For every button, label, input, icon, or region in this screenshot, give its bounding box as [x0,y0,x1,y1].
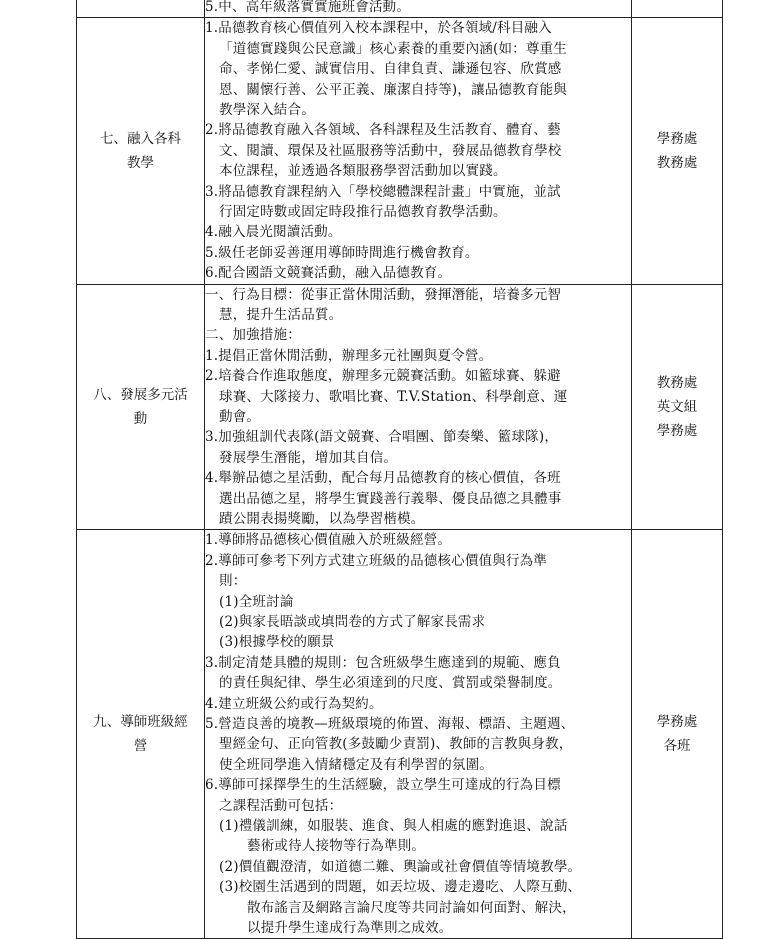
content-line: 4.融入晨光閱讀活動。 [205,224,342,241]
item-label: 九、導師班級經 [93,714,188,731]
plan-table-body [77,0,723,939]
unit-cell [632,0,723,18]
content-line: 以提升學生達成行為準則之成效。 [247,919,453,936]
unit-label: 教務處 [656,154,698,171]
content-line: 5.營造良善的境教—班級環境的佈置、海報、標語、主題週、 [205,715,575,732]
content-line: (1)禮儀訓練，如服裝、進食、與人相處的應對進退、說話 [219,817,568,834]
plan-row [77,530,723,939]
content-line: 1.品德教育核心價值列入校本課程中，於各領域/科目融入 [205,20,552,37]
content-line: 4.舉辦品德之星活動，配合每月品德教育的核心價值，各班 [205,470,561,487]
content-line: 選出品德之星，將學生實踐善行義舉、優良品德之具體事 [219,490,562,507]
content-line: 命、孝悌仁愛、誠實信用、自律負責、謙遜包容、欣賞感 [219,61,562,78]
item-cell [77,530,205,939]
item-label: 八、發展多元活 [93,386,188,403]
content-line: 文、閱讀、環保及社區服務等活動中，發展品德教育學校 [219,142,562,159]
content-line: 3.將品德教育課程納入「學校總體課程計畫」中實施，並試 [205,183,561,200]
content-line: 動會。 [219,408,261,425]
content-line: 3.加強組訓代表隊(語文競賽、合唱團、節奏樂、籃球隊)， [205,429,559,446]
item-cell [77,18,205,284]
content-cell [205,0,632,18]
content-line: 2.導師可參考下列方式建立班級的品德核心價值與行為準 [205,552,548,569]
content-line: (3)根據學校的願景 [219,634,335,651]
content-line: 5.級任老師妥善運用導師時間進行機會教育。 [205,244,479,261]
content-line: 行固定時數或固定時段推行品德教育教學活動。 [219,203,507,220]
content-line: 1.提倡正當休閒活動，辦理多元社團與夏令營。 [205,347,493,364]
unit-label: 教務處 [656,374,698,391]
content-line: 的責任與紀律、學生必須達到的尺度、賞罰或榮譽制度。 [219,675,562,692]
content-line: 2.培養合作進取態度，辦理多元競賽活動。如籃球賽、躲避 [205,368,561,385]
content-line: 之課程活動可包括： [219,797,343,814]
item-label: 動 [133,410,148,427]
content-line: 5.中、高年級落實實施班會活動。 [205,0,411,15]
content-line: 發展學生潛能，增加其自信。 [219,449,398,466]
content-cell [205,18,632,284]
unit-cell [632,18,723,284]
plan-row [77,18,723,284]
unit-label: 學務處 [656,714,698,731]
content-line: 二、加強措施： [205,327,301,344]
unit-label: 學務處 [656,422,698,439]
unit-label: 英文組 [656,398,698,415]
content-line: 藝術或待人接物等行為準則。 [247,838,426,855]
unit-label: 學務處 [656,130,698,147]
content-line: 使全班同學進入情緒穩定及有利學習的氛圍。 [219,756,493,773]
plan-row [77,0,723,18]
content-line: 聖經金句、正向管教(多鼓勵少責罰)、教師的言教與身教， [219,736,573,753]
plan-table [76,0,723,939]
unit-cell [632,530,723,939]
content-line: 3.制定清楚具體的規則：包含班級學生應達到的規範、應負 [205,654,561,671]
item-label: 營 [133,738,148,755]
unit-label: 各班 [663,738,691,755]
content-line: 「道德實踐與公民意識」核心素養的重要內涵(如：尊重生 [219,40,567,57]
content-line: 教學深入結合。 [219,102,315,118]
item-label: 七、融入各科 [100,130,181,147]
content-line: 慧，提升生活品質。 [219,307,343,324]
content-line: (1)全班討論 [219,593,294,610]
item-label: 教學 [127,154,154,171]
content-line: 6.導師可採擇學生的生活經驗，設立學生可達成的行為目標 [205,777,561,794]
content-line: 散布謠言及網路言論尺度等共同討論如何面對、解決， [247,899,576,916]
content-line: 則： [219,573,247,590]
content-line: (3)校園生活遇到的問題，如丟垃圾、邊走邊吃、人際互動、 [219,879,582,896]
content-line: 一、行為目標：從事正當休閒活動，發揮潛能，培養多元智 [205,286,562,303]
content-line: 本位課程，並透過各類服務學習活動加以實踐。 [219,163,507,180]
content-line: 6.配合國語文競賽活動，融入品德教育。 [205,265,452,282]
content-cell [205,284,632,530]
content-cell [205,530,632,939]
content-line: 蹟公開表揚獎勵，以為學習楷模。 [219,510,425,527]
item-cell [77,0,205,18]
plan-row [77,284,723,530]
content-line: 恩、關懷行善、公平正義、廉潔自持等)，讓品德教育能與 [219,81,567,98]
unit-cell [632,284,723,530]
content-line: 2.將品德教育融入各領域、各科課程及生活教育、體育、藝 [205,122,561,139]
content-line: 球賽、大隊接力、歌唱比賽、T.V.Station、科學創意、運 [219,388,568,405]
content-line: 1.導師將品德核心價值融入於班級經營。 [205,532,452,549]
content-line: (2)價值觀澄清，如道德二難、輿論或社會價值等情境教學。 [219,858,582,875]
content-line: 4.建立班級公約或行為契約。 [205,695,383,712]
content-line: (2)與家長晤談或填問卷的方式了解家長需求 [219,614,486,631]
item-cell [77,284,205,530]
